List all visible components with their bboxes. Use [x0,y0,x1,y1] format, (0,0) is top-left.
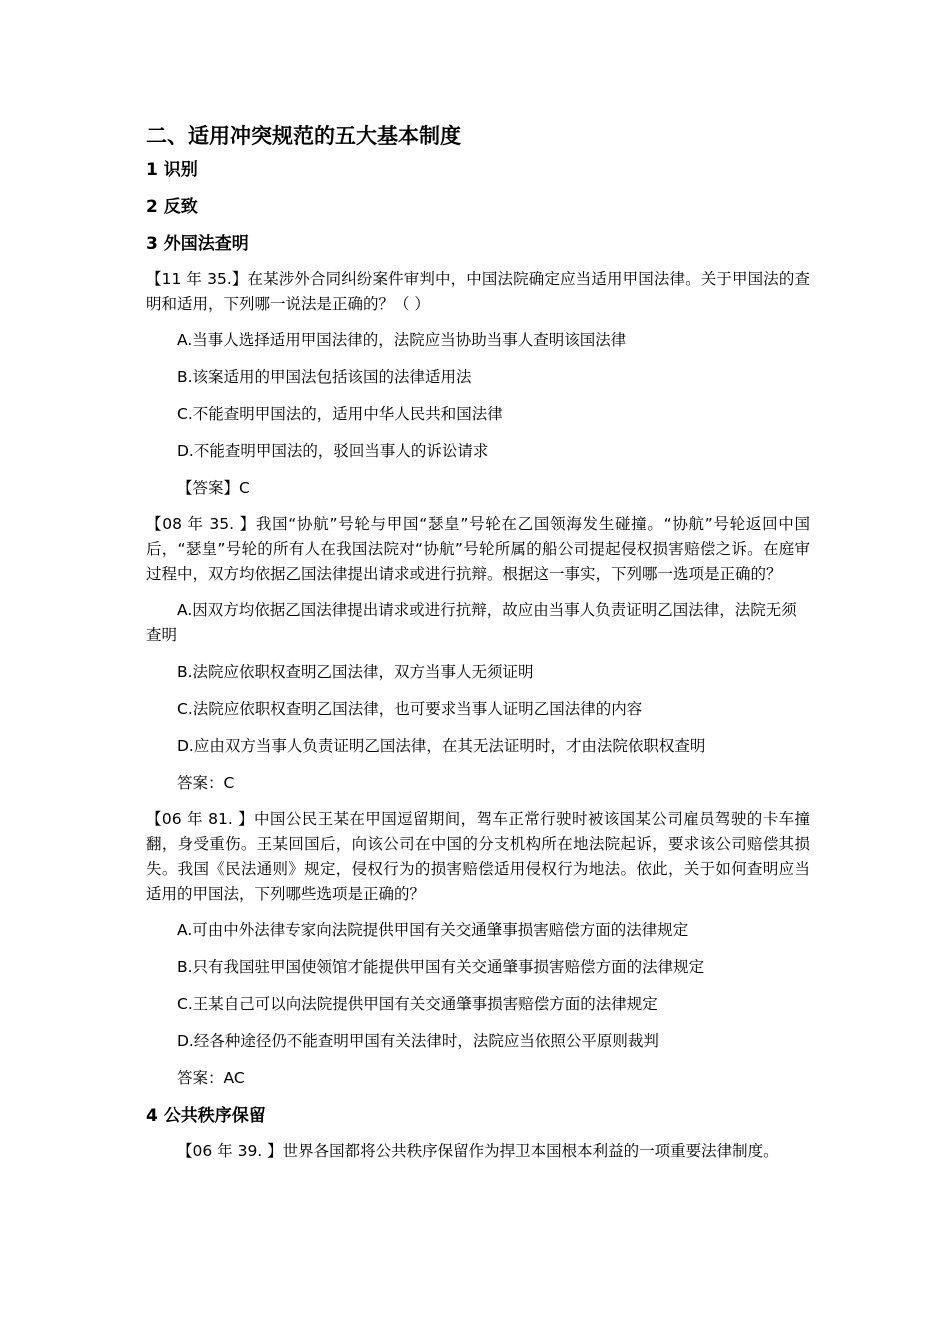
question-3-option-c: C.王某自己可以向法院提供甲国有关交通肇事损害赔偿方面的法律规定 [177,995,658,1013]
question-4-text: 【06 年 39. 】世界各国都将公共秩序保留作为捍卫本国根本利益的一项重要法律制度。 [177,1142,779,1160]
question-2-option-b: B.法院应依职权查明乙国法律，双方当事人无须证明 [177,663,534,681]
question-2-option-d: D.应由双方当事人负责证明乙国法律，在其无法证明时，才由法院依职权查明 [177,737,706,755]
question-3-option-d: D.经各种途径仍不能查明甲国有关法律时，法院应当依照公平原则裁判 [177,1032,659,1050]
question-1-answer: 【答案】C [177,479,250,497]
question-3-text: 【06 年 81. 】中国公民王某在甲国逗留期间，驾车正常行驶时被该国某公司雇员驾驶的卡车撞翻，身受重伤。王某回国后，向该公司在中国的分支机构所在地法院起诉，要求该公司赔偿其损失。我国《民法通则》规定，侵权行为的损害赔偿适用侵权行为地法。依此，关于如何查明应当适用的甲国法，下列哪些选项是正确的？ [146,810,810,903]
question-3-option-a: A.可由中外法律专家向法院提供甲国有关交通肇事损害赔偿方面的法律规定 [177,921,689,939]
question-3-option-b: B.只有我国驻甲国使领馆才能提供甲国有关交通肇事损害赔偿方面的法律规定 [177,958,705,976]
subheading-public-order: 4 公共秩序保留 [146,1106,266,1126]
question-1-option-c: C.不能查明甲国法的，适用中华人民共和国法律 [177,405,503,423]
subheading-renvoi: 2 反致 [146,197,198,217]
question-1-text: 【11 年 35.】在某涉外合同纠纷案件审判中，中国法院确定应当适用甲国法律。关于甲国法的查明和适用，下列哪一说法是正确的？（ ） [146,270,810,313]
subheading-identification: 1 识别 [146,160,198,180]
document-body [146,120,810,1176]
question-2-option-a: A.因双方均依据乙国法律提出请求或进行抗辩，故应由当事人负责证明乙国法律，法院无须查明 [146,601,797,644]
question-2-option-c: C.法院应依职权查明乙国法律，也可要求当事人证明乙国法律的内容 [177,700,643,718]
question-2-answer: 答案：C [177,774,235,792]
question-1-option-d: D.不能查明甲国法的，驳回当事人的诉讼请求 [177,442,489,460]
question-1-option-a: A.当事人选择适用甲国法律的，法院应当协助当事人查明该国法律 [177,331,627,349]
subheading-foreign-law-ascertainment: 3 外国法查明 [146,234,249,254]
section-title: 二、适用冲突规范的五大基本制度 [146,124,461,148]
question-3-answer: 答案：AC [177,1069,245,1087]
question-2-text: 【08 年 35. 】我国“协航”号轮与甲国“瑟皇”号轮在乙国领海发生碰撞。“协航”号轮返回中国后，“瑟皇”号轮的所有人在我国法院对“协航”号轮所属的船公司提起侵权损害赔偿之诉。在庭审过程中，双方均依据乙国法律提出请求或进行抗辩。根据这一事实，下列哪一选项是正确的？ [146,515,810,583]
question-1-option-b: B.该案适用的甲国法包括该国的法律适用法 [177,368,472,386]
